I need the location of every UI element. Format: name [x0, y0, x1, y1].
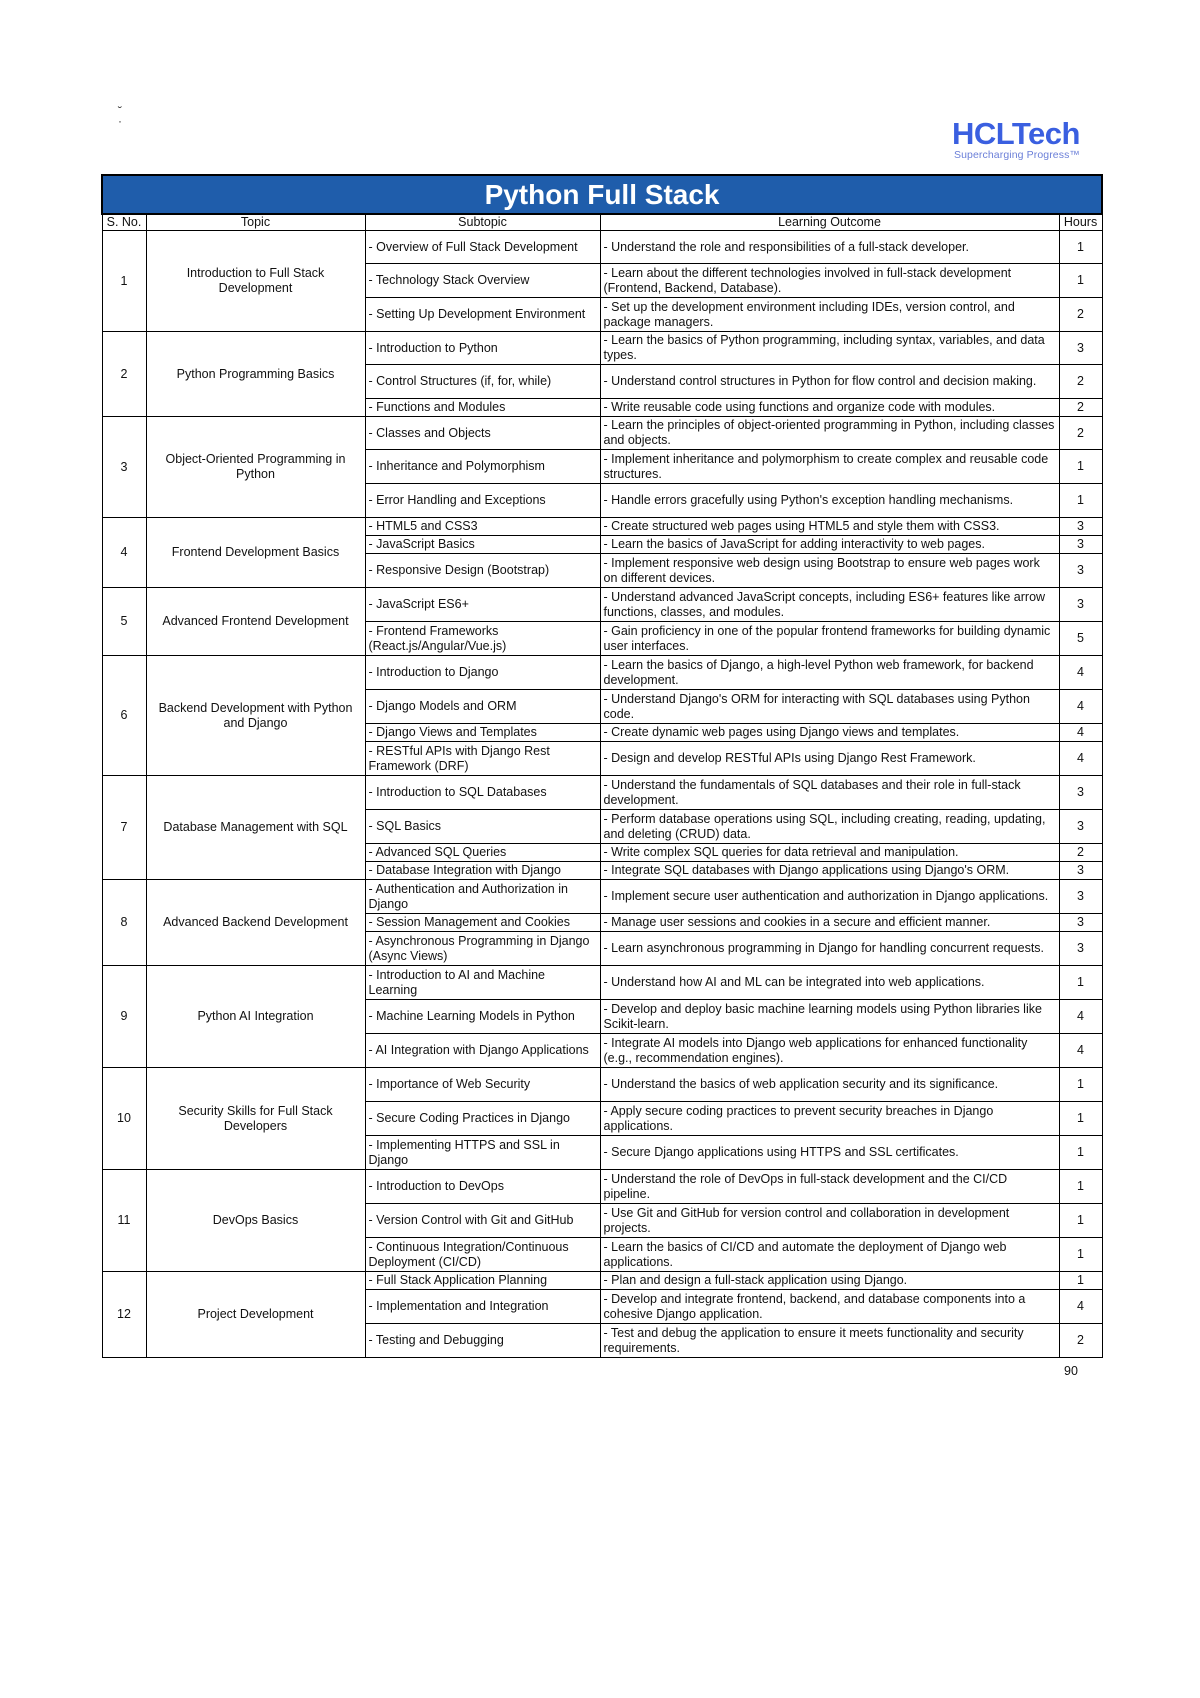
module-topic: Security Skills for Full Stack Developers — [146, 1068, 365, 1170]
header-sno: S. No. — [102, 214, 146, 231]
subtopic-cell: - Full Stack Application Planning — [365, 1272, 600, 1290]
learning-outcome-cell: - Gain proficiency in one of the popular frontend frameworks for building dynamic user interfaces. — [600, 622, 1059, 656]
learning-outcome-cell: - Learn the basics of CI/CD and automate the deployment of Django web applications. — [600, 1238, 1059, 1272]
module-topic: Python AI Integration — [146, 966, 365, 1068]
subtopic-cell: - Frontend Frameworks (React.js/Angular/Vue.js) — [365, 622, 600, 656]
table-row — [102, 518, 1102, 536]
hours-cell: 4 — [1059, 724, 1102, 742]
module-topic: Frontend Development Basics — [146, 518, 365, 588]
module-topic: Database Management with SQL — [146, 776, 365, 880]
hours-cell: 1 — [1059, 450, 1102, 484]
learning-outcome-cell: - Learn the basics of JavaScript for adding interactivity to web pages. — [600, 536, 1059, 554]
learning-outcome-cell: - Develop and deploy basic machine learning models using Python libraries like Scikit-learn. — [600, 1000, 1059, 1034]
table-row — [102, 656, 1102, 690]
learning-outcome-cell: - Develop and integrate frontend, backend, and database components into a cohesive Django application. — [600, 1290, 1059, 1324]
subtopic-cell: - Introduction to DevOps — [365, 1170, 600, 1204]
learning-outcome-cell: - Use Git and GitHub for version control and collaboration in development projects. — [600, 1204, 1059, 1238]
hours-cell: 4 — [1059, 742, 1102, 776]
subtopic-cell: - Error Handling and Exceptions — [365, 484, 600, 518]
learning-outcome-cell: - Plan and design a full-stack application using Django. — [600, 1272, 1059, 1290]
learning-outcome-cell: - Perform database operations using SQL, including creating, reading, updating, and deleting (CRUD) data. — [600, 810, 1059, 844]
learning-outcome-cell: - Understand control structures in Python for flow control and decision making. — [600, 365, 1059, 399]
learning-outcome-cell: - Design and develop RESTful APIs using Django Rest Framework. — [600, 742, 1059, 776]
hours-cell: 2 — [1059, 399, 1102, 417]
hours-cell: 3 — [1059, 332, 1102, 365]
hours-cell: 1 — [1059, 1238, 1102, 1272]
hours-cell: 1 — [1059, 966, 1102, 1000]
learning-outcome-cell: - Set up the development environment including IDEs, version control, and package managers. — [600, 298, 1059, 332]
table-row — [102, 417, 1102, 450]
module-number: 4 — [102, 518, 146, 588]
logo-wordmark: HCLTech — [952, 116, 1080, 151]
hours-cell: 1 — [1059, 1102, 1102, 1136]
learning-outcome-cell: - Understand the fundamentals of SQL databases and their role in full-stack development. — [600, 776, 1059, 810]
hours-cell: 4 — [1059, 690, 1102, 724]
module-number: 12 — [102, 1272, 146, 1358]
hours-cell: 3 — [1059, 880, 1102, 914]
table-row — [102, 588, 1102, 622]
module-number: 1 — [102, 231, 146, 332]
hours-cell: 1 — [1059, 231, 1102, 264]
subtopic-cell: - Session Management and Cookies — [365, 914, 600, 932]
learning-outcome-cell: - Learn asynchronous programming in Django for handling concurrent requests. — [600, 932, 1059, 966]
table-row — [102, 1170, 1102, 1204]
subtopic-cell: - Secure Coding Practices in Django — [365, 1102, 600, 1136]
subtopic-cell: - RESTful APIs with Django Rest Framework (DRF) — [365, 742, 600, 776]
curriculum-table — [101, 174, 1103, 1358]
learning-outcome-cell: - Learn the basics of Python programming, including syntax, variables, and data types. — [600, 332, 1059, 365]
module-number: 6 — [102, 656, 146, 776]
table-row — [102, 880, 1102, 914]
subtopic-cell: - Machine Learning Models in Python — [365, 1000, 600, 1034]
learning-outcome-cell: - Understand Django's ORM for interacting with SQL databases using Python code. — [600, 690, 1059, 724]
learning-outcome-cell: - Learn the basics of Django, a high-level Python web framework, for backend development. — [600, 656, 1059, 690]
hours-cell: 2 — [1059, 298, 1102, 332]
hours-cell: 1 — [1059, 1068, 1102, 1102]
subtopic-cell: - Setting Up Development Environment — [365, 298, 600, 332]
subtopic-cell: - Django Views and Templates — [365, 724, 600, 742]
subtopic-cell: - JavaScript ES6+ — [365, 588, 600, 622]
subtopic-cell: - AI Integration with Django Applications — [365, 1034, 600, 1068]
learning-outcome-cell: - Create structured web pages using HTML5 and style them with CSS3. — [600, 518, 1059, 536]
subtopic-cell: - SQL Basics — [365, 810, 600, 844]
table-row — [102, 231, 1102, 264]
module-topic: Project Development — [146, 1272, 365, 1358]
header-hours: Hours — [1059, 214, 1102, 231]
subtopic-cell: - Importance of Web Security — [365, 1068, 600, 1102]
table-row — [102, 1272, 1102, 1290]
learning-outcome-cell: - Learn the principles of object-oriented programming in Python, including classes and objects. — [600, 417, 1059, 450]
learning-outcome-cell: - Understand advanced JavaScript concepts, including ES6+ features like arrow functions, classes, and modules. — [600, 588, 1059, 622]
learning-outcome-cell: - Implement secure user authentication and authorization in Django applications. — [600, 880, 1059, 914]
hcltech-logo — [952, 118, 1102, 161]
hours-cell: 1 — [1059, 264, 1102, 298]
corner-mark: ˘ · — [118, 104, 122, 128]
table-row — [102, 966, 1102, 1000]
learning-outcome-cell: - Handle errors gracefully using Python's exception handling mechanisms. — [600, 484, 1059, 518]
hours-cell: 3 — [1059, 914, 1102, 932]
learning-outcome-cell: - Understand how AI and ML can be integrated into web applications. — [600, 966, 1059, 1000]
subtopic-cell: - Introduction to Python — [365, 332, 600, 365]
hours-cell: 1 — [1059, 484, 1102, 518]
learning-outcome-cell: - Write reusable code using functions and organize code with modules. — [600, 399, 1059, 417]
hours-cell: 3 — [1059, 518, 1102, 536]
hours-cell: 4 — [1059, 1290, 1102, 1324]
subtopic-cell: - Technology Stack Overview — [365, 264, 600, 298]
subtopic-cell: - Inheritance and Polymorphism — [365, 450, 600, 484]
hours-cell: 3 — [1059, 554, 1102, 588]
learning-outcome-cell: - Understand the role of DevOps in full-stack development and the CI/CD pipeline. — [600, 1170, 1059, 1204]
subtopic-cell: - Responsive Design (Bootstrap) — [365, 554, 600, 588]
hours-cell: 1 — [1059, 1170, 1102, 1204]
subtopic-cell: - Continuous Integration/Continuous Deployment (CI/CD) — [365, 1238, 600, 1272]
header-topic: Topic — [146, 214, 365, 231]
subtopic-cell: - JavaScript Basics — [365, 536, 600, 554]
module-number: 9 — [102, 966, 146, 1068]
module-topic: Object-Oriented Programming in Python — [146, 417, 365, 518]
hours-cell: 3 — [1059, 536, 1102, 554]
module-number: 10 — [102, 1068, 146, 1170]
subtopic-cell: - Database Integration with Django — [365, 862, 600, 880]
module-topic: DevOps Basics — [146, 1170, 365, 1272]
subtopic-cell: - Authentication and Authorization in Django — [365, 880, 600, 914]
table-body — [102, 231, 1102, 1358]
learning-outcome-cell: - Write complex SQL queries for data retrieval and manipulation. — [600, 844, 1059, 862]
module-number: 11 — [102, 1170, 146, 1272]
learning-outcome-cell: - Secure Django applications using HTTPS and SSL certificates. — [600, 1136, 1059, 1170]
hours-cell: 3 — [1059, 862, 1102, 880]
table-row — [102, 1068, 1102, 1102]
subtopic-cell: - Asynchronous Programming in Django (Async Views) — [365, 932, 600, 966]
subtopic-cell: - Advanced SQL Queries — [365, 844, 600, 862]
module-topic: Backend Development with Python and Django — [146, 656, 365, 776]
subtopic-cell: - Classes and Objects — [365, 417, 600, 450]
module-number: 5 — [102, 588, 146, 656]
subtopic-cell: - Introduction to Django — [365, 656, 600, 690]
hours-cell: 1 — [1059, 1204, 1102, 1238]
hours-cell: 2 — [1059, 417, 1102, 450]
subtopic-cell: - Introduction to AI and Machine Learning — [365, 966, 600, 1000]
learning-outcome-cell: - Implement responsive web design using Bootstrap to ensure web pages work on different devices. — [600, 554, 1059, 588]
table-row — [102, 332, 1102, 365]
logo-tagline: Supercharging Progress™ — [954, 149, 1081, 161]
module-number: 3 — [102, 417, 146, 518]
hours-cell: 4 — [1059, 1034, 1102, 1068]
hours-cell: 1 — [1059, 1136, 1102, 1170]
module-topic: Advanced Frontend Development — [146, 588, 365, 656]
hours-cell: 2 — [1059, 1324, 1102, 1358]
hours-cell: 5 — [1059, 622, 1102, 656]
subtopic-cell: - Control Structures (if, for, while) — [365, 365, 600, 399]
table-title: Python Full Stack — [102, 175, 1102, 214]
module-number: 7 — [102, 776, 146, 880]
module-topic: Introduction to Full Stack Development — [146, 231, 365, 332]
module-topic: Advanced Backend Development — [146, 880, 365, 966]
module-number: 8 — [102, 880, 146, 966]
hours-cell: 2 — [1059, 365, 1102, 399]
subtopic-cell: - Implementing HTTPS and SSL in Django — [365, 1136, 600, 1170]
subtopic-cell: - Introduction to SQL Databases — [365, 776, 600, 810]
curriculum-table-container — [101, 174, 1101, 1358]
page-number: 90 — [1064, 1364, 1078, 1378]
subtopic-cell: - Functions and Modules — [365, 399, 600, 417]
module-topic: Python Programming Basics — [146, 332, 365, 417]
hours-cell: 4 — [1059, 1000, 1102, 1034]
subtopic-cell: - HTML5 and CSS3 — [365, 518, 600, 536]
learning-outcome-cell: - Manage user sessions and cookies in a secure and efficient manner. — [600, 914, 1059, 932]
hours-cell: 3 — [1059, 588, 1102, 622]
module-number: 2 — [102, 332, 146, 417]
learning-outcome-cell: - Apply secure coding practices to prevent security breaches in Django applications. — [600, 1102, 1059, 1136]
hours-cell: 3 — [1059, 810, 1102, 844]
learning-outcome-cell: - Learn about the different technologies involved in full-stack development (Frontend, Backend, Database). — [600, 264, 1059, 298]
subtopic-cell: - Overview of Full Stack Development — [365, 231, 600, 264]
subtopic-cell: - Testing and Debugging — [365, 1324, 600, 1358]
header-subtopic: Subtopic — [365, 214, 600, 231]
hours-cell: 2 — [1059, 844, 1102, 862]
learning-outcome-cell: - Test and debug the application to ensure it meets functionality and security requirements. — [600, 1324, 1059, 1358]
header-row — [102, 214, 1102, 231]
header-learning-outcome: Learning Outcome — [600, 214, 1059, 231]
hours-cell: 3 — [1059, 932, 1102, 966]
learning-outcome-cell: - Implement inheritance and polymorphism to create complex and reusable code structures. — [600, 450, 1059, 484]
learning-outcome-cell: - Integrate SQL databases with Django applications using Django's ORM. — [600, 862, 1059, 880]
hours-cell: 3 — [1059, 776, 1102, 810]
table-row — [102, 776, 1102, 810]
learning-outcome-cell: - Understand the role and responsibilities of a full-stack developer. — [600, 231, 1059, 264]
subtopic-cell: - Version Control with Git and GitHub — [365, 1204, 600, 1238]
subtopic-cell: - Implementation and Integration — [365, 1290, 600, 1324]
learning-outcome-cell: - Integrate AI models into Django web applications for enhanced functionality (e.g., recommendation engines). — [600, 1034, 1059, 1068]
hours-cell: 1 — [1059, 1272, 1102, 1290]
learning-outcome-cell: - Understand the basics of web application security and its significance. — [600, 1068, 1059, 1102]
hours-cell: 4 — [1059, 656, 1102, 690]
learning-outcome-cell: - Create dynamic web pages using Django views and templates. — [600, 724, 1059, 742]
subtopic-cell: - Django Models and ORM — [365, 690, 600, 724]
